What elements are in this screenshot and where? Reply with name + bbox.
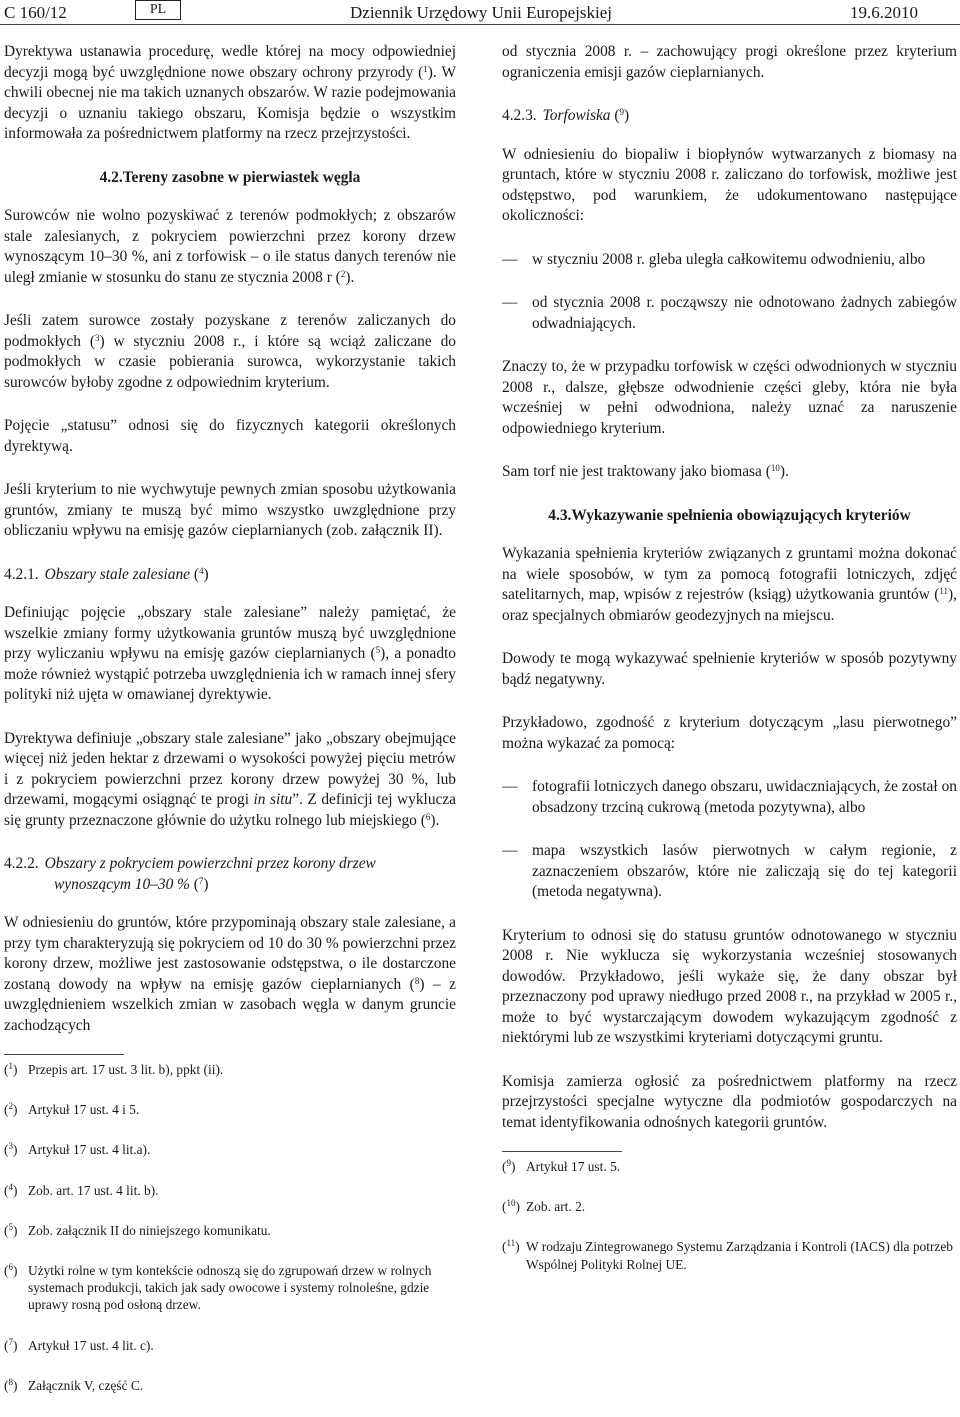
- footnote: [4, 1141, 456, 1158]
- footnote: [4, 1337, 456, 1354]
- footnote-rule: [502, 1151, 622, 1152]
- footnote-number: ($^5$): [4, 1221, 18, 1238]
- footnotes: [4, 1061, 456, 1394]
- footnote: [4, 1061, 456, 1078]
- paragraph: Przykładowo, zgodność z kryterium dotyczącym „lasu pierwotnego” można wykazać za pomocą:: [502, 714, 957, 752]
- footnote-text: Zob. art. 2.: [526, 1199, 586, 1215]
- paragraph: Pojęcie „statusu” odnosi się do fizycznych kategorii określonych dyrektywą.: [4, 417, 456, 455]
- footnote-number: ($^{11}$): [502, 1238, 520, 1255]
- footnote-text: Zob. art. 17 ust. 4 lit. b).: [28, 1182, 159, 1198]
- section-heading-4-2: 4.2.Tereny zasobne w pierwiastek węgla: [99, 168, 361, 186]
- paragraph: od stycznia 2008 r. – zachowujący progi określone przez kryterium ograniczenia emisji gazów cieplarnianych.: [502, 43, 957, 81]
- footnote-ref[interactable]: 4: [198, 565, 204, 576]
- footnote-rule: [4, 1054, 124, 1055]
- footnote-number: ($^9$): [502, 1158, 516, 1174]
- footnote-ref[interactable]: 9: [619, 107, 624, 117]
- issue-date: 19.6.2010: [850, 3, 918, 22]
- footnote: [502, 1198, 957, 1215]
- paragraph: Dowody te mogą wykazywać spełnienie kryteriów w sposób pozytywny bądź negatywny.: [502, 650, 957, 688]
- footnote-number: ($^4$): [4, 1181, 18, 1198]
- section-heading-4-2-1: 4.2.1. Obszary stale zalesiane ($^4$): [4, 565, 209, 583]
- footnote: [4, 1182, 456, 1199]
- footnote-ref[interactable]: 1: [423, 63, 428, 74]
- list-item: — od stycznia 2008 r. począwszy nie odnotowano żadnych zabiegów odwadniających.: [502, 294, 957, 332]
- footnote-number: ($^2$): [4, 1101, 18, 1118]
- footnote-ref[interactable]: 8: [414, 975, 420, 986]
- paragraph: Znaczy to, że w przypadku torfowisk w części odwodnionych w styczniu 2008 r., dalsze, głębsze odwodnienie części gleby, która nie była wcześniej w pełni odwodniona, należy uznać za naruszenie odpowiedniego kryterium.: [502, 358, 957, 437]
- footnote-ref[interactable]: 5: [375, 645, 381, 655]
- list-item: — w styczniu 2008 r. gleba uległa całkowitemu odwodnieniu, albo: [502, 250, 926, 268]
- section-heading-4-3: 4.3.Wykazywanie spełnienia obowiązujących kryteriów: [548, 506, 911, 524]
- footnote-ref[interactable]: 2: [340, 268, 346, 279]
- footnote-text: Artykuł 17 ust. 4 i 5.: [28, 1102, 140, 1118]
- footnote-number: ($^{10}$): [502, 1198, 520, 1215]
- footnotes: [502, 1158, 957, 1273]
- footnote-number: ($^3$): [4, 1141, 18, 1158]
- journal-title: Dziennik Urzędowy Unii Europejskiej: [350, 3, 613, 22]
- footnote-ref[interactable]: 3: [94, 332, 100, 343]
- footnote-text: Przepis art. 17 ust. 3 lit. b), ppkt (ii).: [28, 1062, 224, 1077]
- footnote-number: ($^8$): [4, 1376, 18, 1393]
- page-header: [0, 0, 960, 26]
- right-column: [502, 42, 957, 1296]
- paragraph: Dyrektywa ustanawia procedurę, wedle której na mocy odpowiedniej decyzji mogą być uwzględnione nowe obszary ochrony przyrody ($^1$). W chwili obecnej nie ma takich uznanych obszarów. W razie podejmowania decyzji o uznaniu takiego obszaru, Komisja będzie o wszystkim informowała za pośrednictwem platformy na rzecz przejrzystości.: [4, 43, 456, 142]
- paragraph: W odniesieniu do gruntów, które przypominają obszary stale zalesiane, a przy tym charakteryzują się pokryciem od 10 do 30 % powierzchni przez korony drzew, możliwe jest zastosowanie odstępstwa, o ile dostarczone zostaną dowody na wpływ na emisję gazów cieplarnianych ($^8$) – z uwzględnieniem wszelkich zmian w zasobach węgla w danym gruncie zachodzących: [4, 914, 456, 1034]
- footnote-text: Artykuł 17 ust. 4 lit. c).: [28, 1337, 154, 1353]
- paragraph: Jeśli kryterium to nie wychwytuje pewnych zmian sposobu użytkowania gruntów, zmiany te muszą być mimo wszystko uwzględnione przy obliczaniu wpływu na emisję gazów cieplarnianych (zob. załącznik II).: [4, 481, 456, 539]
- page-number: C 160/12: [4, 3, 67, 22]
- footnote-number: ($^6$): [4, 1262, 18, 1279]
- footnote-ref[interactable]: 7: [198, 875, 204, 886]
- footnote-text: Użytki rolne w tym kontekście odnoszą się do zgrupowań drzew w rolnych systemach produkcji, takich jak sady owocowe i systemy rolnoleśne, gdzie uprawy rosną pod osłoną drzew.: [28, 1263, 432, 1313]
- paragraph: Dyrektywa definiuje „obszary stale zalesiane” jako „obszary obejmujące więcej niż jeden hektar z drzewami o wysokości powyżej pięciu metrów i z pokryciem powierzchni przez korony drzew powyżej 30 %, lub drzewami, mogącymi osiągnąć te progi in situ”. Z definicji tej wyklucza się grunty przeznaczone głównie do użytku rolnego lub miejskiego ($^6$).: [4, 729, 457, 829]
- footnote-text: W rodzaju Zintegrowanego Systemu Zarządzania i Kontroli (IACS) dla potrzeb Wspólnej Polityki Rolnej UE.: [526, 1239, 954, 1272]
- footnote-text: Artykuł 17 ust. 5.: [526, 1159, 621, 1174]
- paragraph: W odniesieniu do biopaliw i biopłynów wytwarzanych z biomasy na gruntach, które w styczniu 2008 r. zaliczano do torfowisk, możliwe jest odstępstwo, pod warunkiem, że udokumentowano następujące okoliczności:: [502, 145, 957, 224]
- footnote-number: ($^7$): [4, 1336, 18, 1353]
- language-badge: PL: [135, 0, 181, 20]
- footnote-ref[interactable]: 10: [770, 463, 780, 473]
- section-heading-4-2-3: 4.2.3. Torfowiska ($^9$): [502, 107, 630, 124]
- footnote: [4, 1262, 456, 1314]
- section-heading-4-2-2: 4.2.2. Obszary z pokryciem powierzchni przez korony drzew wynoszącym 10–30 % ($^7$): [4, 855, 376, 893]
- footnote: [502, 1238, 957, 1272]
- list-item: — fotografii lotniczych danego obszaru, uwidaczniających, że został on obsadzony trzciną cukrową (metoda pozytywna), albo: [502, 778, 957, 816]
- footnote-ref[interactable]: 6: [425, 811, 431, 822]
- footnote: [4, 1377, 456, 1394]
- header-rule: [0, 24, 960, 25]
- footnote-text: Artykuł 17 ust. 4 lit.a).: [28, 1142, 151, 1158]
- footnote: [502, 1158, 957, 1175]
- footnote: [4, 1222, 456, 1239]
- paragraph: Kryterium to odnosi się do statusu gruntów odnotowanego w styczniu 2008 r. Nie wyklucza się wykorzystania wcześniej stosowanych dowodów. Przykładowo, jeśli wykaże się, że dany obszar był przeznaczony pod uprawy niedługo przed 2008 r., na przykład w 2005 r., może to być wystarczającym dowodem wykazującym zgodność z niektórymi lub ze wszystkimi kryteriami dotyczącymi gruntu.: [502, 926, 957, 1046]
- paragraph: Wykazania spełnienia kryteriów związanych z gruntami można dokonać na wiele sposobów, w tym za pomocą fotografii lotniczych, zdjęć satelitarnych, map, wpisów z rejestrów (ksiąg) użytkowania gruntów ($^{11}$), oraz specjalnych obmiarów geodezyjnych na miejscu.: [502, 545, 957, 624]
- footnote-text: Zob. załącznik II do niniejszego komunikatu.: [28, 1222, 271, 1238]
- footnote-ref[interactable]: 11: [939, 586, 949, 596]
- paragraph: Surowców nie wolno pozyskiwać z terenów podmokłych; z obszarów stale zalesianych, z pokryciem powierzchni przez korony drzew wynoszącym 10–30 %, ani z torfowisk – o ile status danych terenów nie uległ zmianie w stosunku do stanu ze stycznia 2008 r ($^2$).: [4, 207, 456, 286]
- footnote: [4, 1101, 456, 1118]
- paragraph: Jeśli zatem surowce zostały pozyskane z terenów zaliczanych do podmokłych ($^3$) w styczniu 2008 r., i które są wciąż zaliczane do podmokłych w czasie pobierania surowca, wykorzystanie takich surowców byłoby zgodne z odpowiednim kryterium.: [4, 312, 456, 391]
- paragraph: Komisja zamierza ogłosić za pośrednictwem platformy na rzecz przejrzystości specjalne wytyczne dla podmiotów gospodarczych na temat identyfikowania odnośnych kategorii gruntów.: [502, 1072, 957, 1131]
- left-column: [4, 42, 456, 1417]
- paragraph: Sam torf nie jest traktowany jako biomasa ($^{10}$).: [502, 463, 789, 480]
- footnote-text: Załącznik V, część C.: [28, 1377, 144, 1393]
- list-item: — mapa wszystkich lasów pierwotnych w całym regionie, z zaznaczeniem obszarów, które nie zaliczają się do tej kategorii (metoda negatywna).: [502, 842, 957, 900]
- paragraph: Definiując pojęcie „obszary stale zalesiane” należy pamiętać, że wszelkie zmiany formy użytkowania gruntów muszą być uwzględnione przy wyliczaniu wpływu na emisję gazów cieplarnianych ($^5$), a ponadto może również wystąpić potrzeba uwzględnienia ich w ramach innej sfery polityki niż ujęta w omawianej dyrektywie.: [4, 604, 456, 703]
- footnote-number: ($^1$): [4, 1061, 18, 1077]
